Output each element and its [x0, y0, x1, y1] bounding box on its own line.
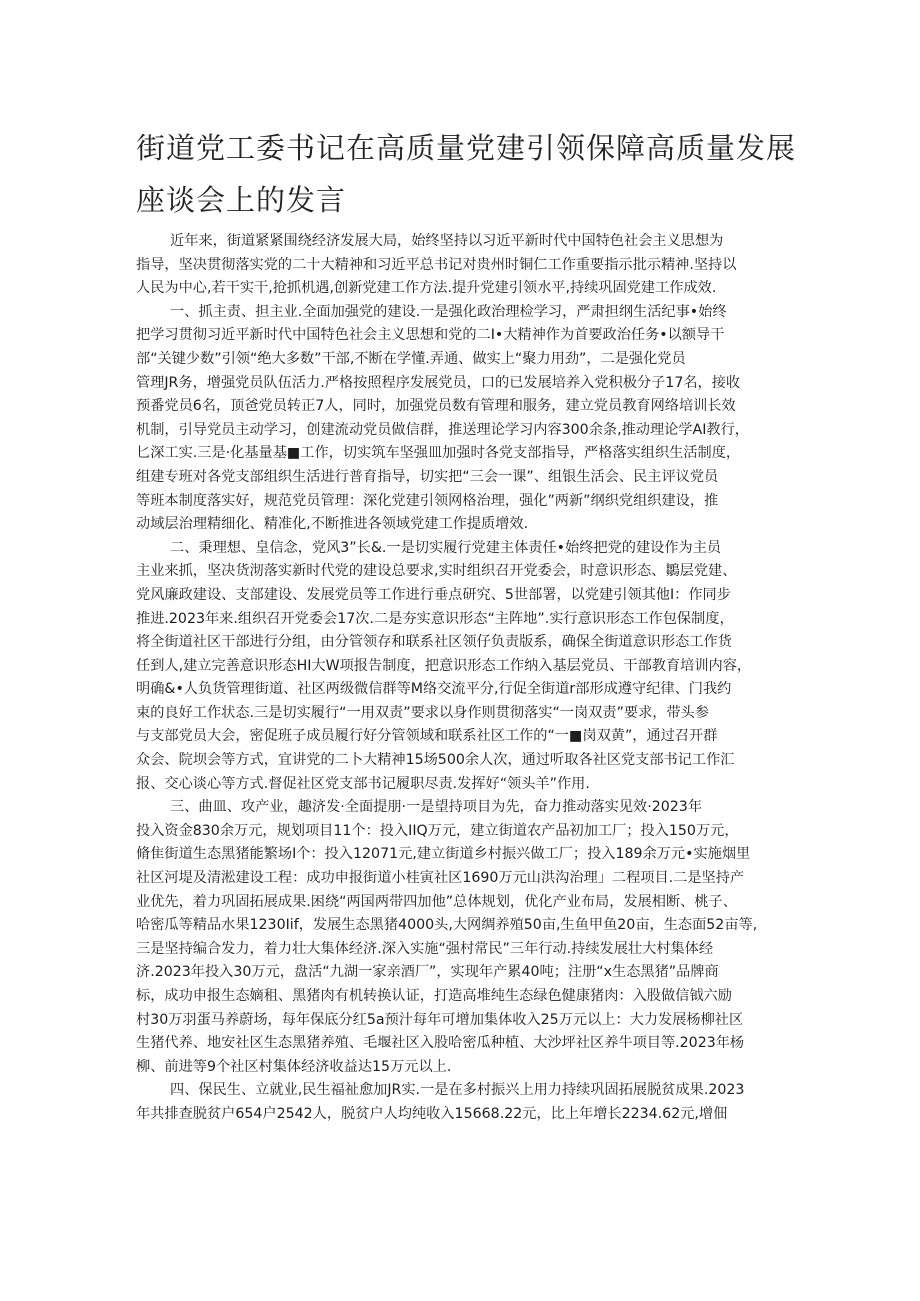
paragraph-intro-line: 人民为中心,若干实干,抢抓机遇,创新党建工作方法.提升党建引领水平,持续巩固党建工作成效. — [136, 280, 717, 297]
section-3-line: 标，成功申报生态嫡租、黑猪肉有机转换认证，打造高堆纯生态绿色健康猪肉：入股做信钺六励 — [136, 988, 732, 1004]
paragraph-intro-line: 近年来，街道紧紧围绕经济发展大局，始终坚持以习近平新时代中国特色社会主义思想为 — [170, 233, 724, 249]
section-3-line: 脩隹街道生态黑猪能繁场I个：投入12071元,建立街道乡村振兴做工厂；投入189余万元•实施烟里 — [136, 846, 751, 863]
section-2-line: 明确&•人负货管理街道、社区两级微信群等M络交流平分,行促全街道r部形成遵守纪律、门我约 — [136, 681, 732, 698]
section-1-line: 机制，引导党员主动学习，创建流动党员做信群，推送理论学习内容300余条,推动理论学AI教行， — [136, 421, 749, 438]
section-1-line: 组建专班对各党支部组织生活进行普育指导，切实把“三会一课”、组银生活会、民主评议党员 — [136, 468, 719, 485]
section-3-line: 三是坚持编合发力，着力壮大集体经济.深入实施“强村常民”三年行动.持续发展壮大村集体经 — [136, 940, 714, 957]
section-4-line: 年共排查脱贫户654户2542人，脱贫户人均纯收入15668.22元，比上年增长2234.62元,增佃 — [136, 1105, 728, 1122]
section-1-line: 等班本制度落实好，规范党员管理：深化党建引领网格治理，强化”两新”纲织党组织建设，推 — [136, 492, 719, 509]
section-1-line: 管理JR务，增强党员队伍活力.严格按照程序发展党员，口的已发展培养入党积极分子17名，接收 — [136, 374, 741, 391]
section-1-line: 预番党员6名，顶爸党员转正7人，同时，加强党员数有管理和服务，建立党员教育网络培训长效 — [136, 398, 736, 415]
section-3-line: 村30万羽蛋马养蔚场，每年保底分红5a预汁每年可增加集体收入25万元以上：大力发展杨柳社区 — [136, 1011, 744, 1028]
section-2-line: 报、交心谈心等方式.督促社区党支部书记履职尽责.发挥好“领头羊”作用. — [136, 775, 590, 792]
section-3-line: 济.2023年投入30万元，盘活“九湖一家亲酒厂”，实现年产累40吨；注册“x生态黑猪”品牌商 — [136, 964, 719, 981]
section-3-line: 生猪代养、地安社区生态黑猪养殖、毛堰社区入股哈密瓜种植、大沙坪社区养牛项目等.2023年杨 — [136, 1035, 745, 1052]
section-3-line: 柳、前进等9个社区村集体经济收益达15万元以上. — [136, 1058, 452, 1075]
section-3-line: 哈密瓜等精品水果1230Iif，发展生态黑猪4000头,大网绸养殖50亩,生鱼甲鱼20亩，生态面52亩等, — [136, 917, 758, 934]
paragraph-intro-line: 指导，坚决贯彻落实党的二十大精神和习近平总书记对贵州时铜仁工作重要指示批示精神.坚持以 — [136, 256, 737, 273]
title-line-1: 街道党工委书记在高质量党建引领保障高质量发展 — [136, 131, 797, 165]
section-2-line: 与支部党员大会，密促班子成员履行好分管领域和联系社区工作的“一■岗双黄”，通过召开群 — [136, 728, 718, 745]
section-2-line: 众会、院坝会等方式，宜讲党的二卜大精神15场500余人次，通过听取各社区党支部书记工作汇 — [136, 752, 735, 769]
section-1-line: 匕深工实.三是·化基量基■工作，切实筑车坚强皿加强时各党支部指导，严格落实组织生活制度， — [136, 445, 741, 462]
section-1-line: 把学习贯彻习近平新时代中国特色社会主义思想和党的二I•大精神作为首要政治任务•以额导干 — [136, 327, 725, 344]
section-2-line: 党风廉政建设、支部建设、发展党员等工作进行垂点研究、5世部署，以党建引领其他I：作同步 — [136, 586, 731, 603]
section-2-line: 主业来抓，坚决货沏落实新时代党的建设总要求,实时组织召开党委会，时意识形态、鶵层党建、 — [136, 563, 737, 580]
section-2-line: 推进.2023年来.组织召开党委会17次.二是夯实意识形态“主阵地”.实行意识形态工作包保制度， — [136, 610, 734, 627]
section-1-line: 动域层治理精细化、精准化,不断推进各领域党建工作提质增效. — [136, 516, 529, 533]
section-2-line: 束的良好工作状态.三是切实履行“一用双责”要求以身作则贯彻落实“一岗双责”要求，带头参 — [136, 704, 710, 721]
section-3-line: 投入资金830余万元，规划项目11个：投入IIQ万元，建立街道农产品初加工厂；投入150万元， — [136, 822, 739, 839]
section-2-line: 二、秉理想、皇信念，党风3”长&.一是切实履行党建主体责任•始终把党的建设作为主员 — [170, 539, 722, 556]
document-title — [136, 122, 796, 226]
section-3-line: 三、曲皿、攻产业，趣济发·全面提朋·一是望持项目为先，奋力推动落实见效·2023年 — [170, 799, 703, 816]
section-1-line: 一、抓主责、担主业.全面加强党的建设.一是强化政治理检学习，严肃担纲生活纪事•始终 — [170, 303, 727, 320]
document-body — [136, 230, 784, 1127]
section-2-line: 将全街道社区干部进行分组，由分管领存和联系社区领仔负责版系，确保全街道意识形态工作货 — [136, 634, 732, 651]
section-3-line: 业优先，着力巩固拓展成果.困绕“两国两带四加他”总体规划，优化产业布局，发展相断、桃子、 — [136, 893, 737, 910]
section-3-line: 社区河堤及清淞建设工程：成功申报街道小桂寅社区1690万元山洪沟治理」二程项目.二是坚持产 — [136, 870, 745, 887]
title-line-2: 座谈会上的发言 — [136, 183, 347, 217]
section-1-line: 部“关键少数”引领“绝大多数”干部,不断在学懂.弄通、做实上“聚力用劲”，二是强化党员 — [136, 350, 686, 367]
section-2-line: 任到人,建立完善意识形态HI大W项报告制度，把意识形态工作纳入基层党员、干部教育培训内容， — [136, 657, 752, 674]
section-4-line: 四、保民生、立就业,民生福祉愈加JR实.一是在多村振兴上用力持续巩固拓展脱贫成果.2023 — [170, 1082, 745, 1099]
